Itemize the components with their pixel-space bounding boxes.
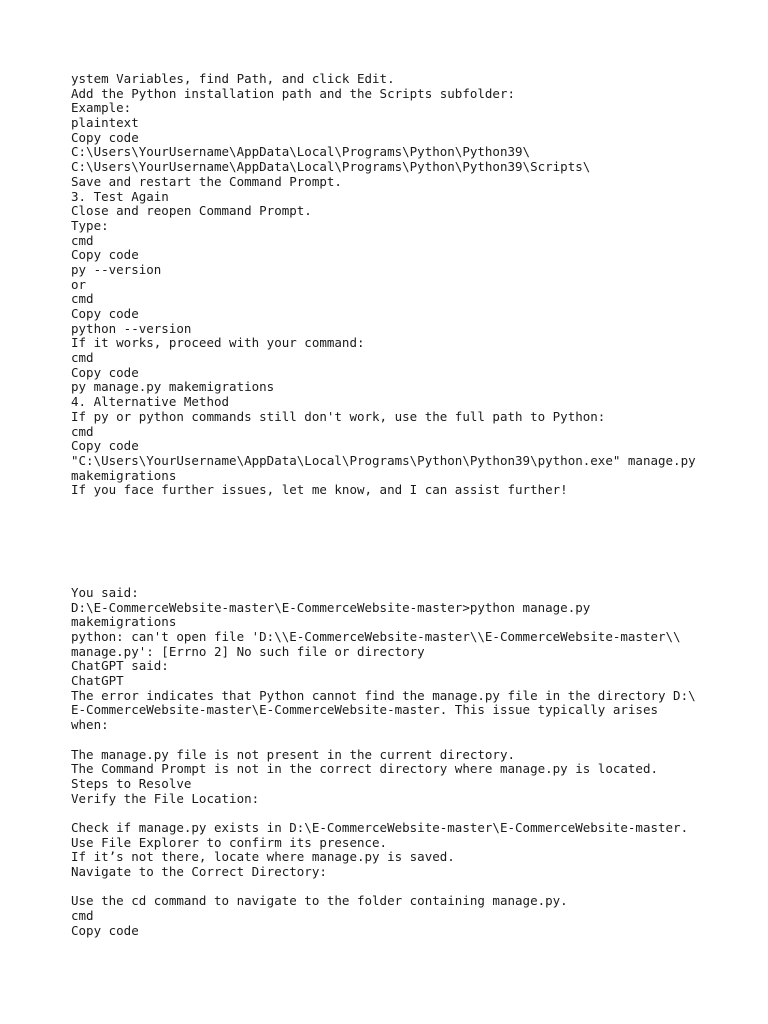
text-line: py manage.py makemigrations <box>71 379 275 395</box>
text-line: ChatGPT <box>71 673 124 689</box>
text-line: Verify the File Location: <box>71 790 260 806</box>
text-line: Use the cd command to navigate to the folder containing manage.py. <box>71 893 568 909</box>
text-line: cmd <box>71 232 94 248</box>
text-line: If it’s not there, locate where manage.py is saved. <box>71 849 455 865</box>
text-line: python --version <box>71 320 192 336</box>
text-line: Close and reopen Command Prompt. <box>71 203 312 219</box>
text-line: Use File Explorer to confirm its presence. <box>71 834 388 850</box>
text-line: ystem Variables, find Path, and click Edit. <box>71 71 395 86</box>
text-line <box>71 733 731 748</box>
text-line: You said: <box>71 584 139 600</box>
text-line: makemigrations <box>71 467 177 483</box>
document-text-block-bottom <box>71 586 731 939</box>
text-line: Copy code <box>71 129 139 145</box>
text-line: makemigrations <box>71 614 177 630</box>
text-line: Navigate to the Correct Directory: <box>71 864 327 879</box>
text-line <box>71 806 731 821</box>
text-line: D:\E-CommerceWebsite-master\E-CommerceWebsite-master>python manage.py <box>71 599 591 615</box>
text-line: If py or python commands still don't work, use the full path to Python: <box>71 408 606 424</box>
text-line: The manage.py file is not present in the current directory. <box>71 746 516 762</box>
text-line: cmd <box>71 350 94 366</box>
text-line: Copy code <box>71 247 139 263</box>
text-line: C:\Users\YourUsername\AppData\Local\Programs\Python\Python39\Scripts\ <box>71 159 591 175</box>
text-line: Copy code <box>71 306 139 321</box>
text-line: The Command Prompt is not in the correct directory where manage.py is located. <box>71 761 658 777</box>
text-line: Save and restart the Command Prompt. <box>71 173 342 189</box>
text-line: or <box>71 276 87 292</box>
text-line: 4. Alternative Method <box>71 394 230 410</box>
text-line: Copy code <box>71 922 139 938</box>
text-line: The error indicates that Python cannot find the manage.py file in the directory D:\ <box>71 687 696 703</box>
text-line: C:\Users\YourUsername\AppData\Local\Programs\Python\Python39\ <box>71 144 531 160</box>
text-line: cmd <box>71 291 94 307</box>
text-line: If you face further issues, let me know, and I can assist further! <box>71 482 568 498</box>
text-line: Add the Python installation path and the Scripts subfolder: <box>71 85 516 101</box>
text-line: If it works, proceed with your command: <box>71 335 365 351</box>
text-line: cmd <box>71 908 94 924</box>
text-line: "C:\Users\YourUsername\AppData\Local\Programs\Python\Python39\python.exe" manage.py <box>71 452 696 468</box>
blank-gap <box>71 498 731 586</box>
text-line: Type: <box>71 217 109 233</box>
text-line: Check if manage.py exists in D:\E-CommerceWebsite-master\E-CommerceWebsite-master. <box>71 819 689 835</box>
text-line <box>71 880 731 895</box>
text-line: 3. Test Again <box>71 188 169 204</box>
document-page <box>71 72 731 938</box>
text-line: Copy code <box>71 438 139 454</box>
text-line: Example: <box>71 100 132 116</box>
text-line: when: <box>71 717 109 733</box>
text-line: plaintext <box>71 115 139 131</box>
text-line: python: can't open file 'D:\\E-CommerceWebsite-master\\E-CommerceWebsite-master\\ <box>71 629 681 644</box>
text-line: Steps to Resolve <box>71 775 192 791</box>
text-line: cmd <box>71 423 94 439</box>
text-line: ChatGPT said: <box>71 658 169 674</box>
text-line: py --version <box>71 261 162 277</box>
text-line: manage.py': [Errno 2] No such file or directory <box>71 643 425 659</box>
document-text-block-top <box>71 72 731 498</box>
text-line: Copy code <box>71 364 139 380</box>
text-line: E-CommerceWebsite-master\E-CommerceWebsite-master. This issue typically arises <box>71 702 658 718</box>
